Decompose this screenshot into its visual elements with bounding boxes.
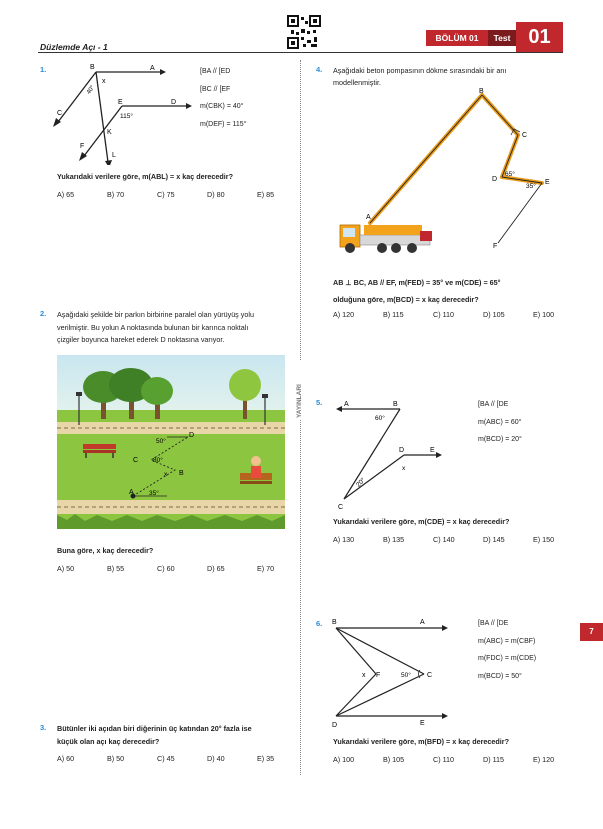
q4-label-E: E (545, 179, 550, 186)
q1-label-C: C (57, 110, 63, 117)
q5-given-3: m(BCD) = 20° (478, 436, 522, 443)
publisher-logo: YAYINLARI (296, 384, 303, 418)
q2-label-C: C (133, 457, 139, 464)
q1-option-b[interactable]: B) 70 (107, 190, 125, 199)
q6-option-c[interactable]: C) 110 (433, 755, 455, 764)
q6-number: 6. (316, 619, 323, 628)
q2-label-D: D (189, 432, 195, 439)
q5-given-2: m(ABC) = 60° (478, 418, 522, 426)
q3-text (57, 723, 252, 748)
q4-label-35: 35° (526, 183, 536, 190)
q3-option-a[interactable]: A) 60 (57, 754, 75, 763)
header-rule (38, 52, 563, 53)
q6-option-b[interactable]: B) 105 (383, 755, 405, 764)
column-divider-top (300, 60, 301, 360)
q2-text-1: Aşağıdaki şekilde bir parkın birbirine paralel olan yürüyüş yolu (57, 310, 254, 319)
q2-label-x: x (164, 471, 168, 478)
q5-label-20: 20° (355, 476, 367, 489)
q1-given-1: [BA // [ED (200, 68, 231, 75)
q6-label-A: A (420, 619, 425, 626)
q5-option-e[interactable]: E) 150 (533, 535, 555, 544)
q4-option-a[interactable]: A) 120 (333, 310, 355, 319)
q1-given-4: m(DEF) = 115° (200, 120, 247, 128)
q6-label-50: 50° (401, 672, 411, 679)
q1-question: Yukarıdaki verilere göre, m(ABL) = x kaç derecedir? (57, 172, 233, 181)
q2-option-c[interactable]: C) 60 (157, 564, 175, 573)
q6-option-a[interactable]: A) 100 (333, 755, 355, 764)
q5-label-B: B (393, 401, 398, 408)
q2-label-35: 35° (149, 490, 159, 497)
q4-label-F: F (493, 243, 498, 250)
page-number: 7 (580, 623, 603, 641)
q4-label-B: B (479, 88, 484, 95)
q1-label-K: K (107, 129, 112, 136)
q4-option-e[interactable]: E) 100 (533, 310, 555, 319)
q3-option-c[interactable]: C) 45 (157, 754, 175, 763)
q1-given-2: [BC // [EF (200, 85, 231, 93)
q2-option-a[interactable]: A) 50 (57, 564, 75, 573)
q6-given-4: m(BCD) = 50° (478, 672, 522, 680)
q4-option-c[interactable]: C) 110 (433, 310, 455, 319)
column-divider-bottom (300, 420, 301, 775)
q6-option-e[interactable]: E) 120 (533, 755, 555, 764)
q6-label-C: C (427, 672, 433, 679)
q1-label-E: E (118, 99, 123, 106)
q5-number: 5. (316, 398, 323, 407)
bolum-badge: BÖLÜM 01 (426, 30, 488, 46)
q4-cond-1: AB ⊥ BC, AB // EF, m(FED) = 35° ve m(CDE) = 65° (333, 278, 501, 287)
q5-figure (330, 395, 460, 515)
q6-label-x: x (362, 672, 366, 679)
q5-option-b[interactable]: B) 135 (383, 535, 405, 544)
q1-given (200, 63, 246, 133)
q1-label-B: B (90, 64, 95, 71)
q4-label-65: 65° (505, 171, 515, 178)
q1-label-L: L (112, 152, 116, 159)
q5-given-1: [BA // [DE (478, 401, 509, 408)
q1-label-115: 115° (120, 113, 133, 120)
q5-options (333, 535, 583, 544)
q1-label-x: x (102, 78, 106, 85)
q4-conditions (333, 274, 501, 308)
q2-options (57, 564, 307, 573)
q6-label-B: B (332, 619, 337, 626)
q2-label-80: 80° (153, 457, 163, 464)
q2-text-2: verilmiştir. Bu yolun A noktasında bulunan bir karınca noktalı (57, 322, 249, 332)
q3-number: 3. (40, 723, 47, 732)
q3-option-d[interactable]: D) 40 (207, 754, 225, 763)
q3-option-b[interactable]: B) 50 (107, 754, 125, 763)
q2-text (57, 309, 254, 347)
q4-option-b[interactable]: B) 115 (383, 310, 404, 319)
q1-option-a[interactable]: A) 65 (57, 190, 75, 199)
q3-text-1: Bütünler iki açıdan biri diğerinin üç katından 20° fazla ise (57, 724, 252, 733)
q5-label-A: A (344, 401, 349, 408)
q4-text-2: modellenmiştir. (333, 78, 381, 87)
q1-label-D: D (171, 99, 177, 106)
q4-label-A: A (366, 214, 371, 221)
q6-given-1: [BA // [DE (478, 620, 509, 627)
q4-option-d[interactable]: D) 105 (483, 310, 505, 319)
q6-question: Yukarıdaki verilere göre, m(BFD) = x kaç derecedir? (333, 737, 509, 746)
test-number: 01 (516, 22, 563, 52)
q1-figure (50, 60, 200, 165)
q6-label-E: E (420, 720, 425, 727)
q5-option-d[interactable]: D) 145 (483, 535, 505, 544)
q2-label-50: 50° (156, 438, 166, 445)
q4-number: 4. (316, 65, 323, 74)
q4-cond-2: olduğuna göre, m(BCD) = x kaç derecedir? (333, 295, 479, 304)
q5-label-C: C (338, 504, 344, 511)
q4-options (333, 310, 583, 319)
q6-option-d[interactable]: D) 115 (483, 755, 505, 764)
qr-code[interactable] (287, 15, 321, 49)
q2-park-figure (57, 355, 285, 529)
q5-label-x: x (402, 465, 406, 472)
q5-label-D: D (399, 447, 405, 454)
q1-given-3: m(CBK) = 40° (200, 103, 244, 110)
q1-label-A: A (150, 65, 155, 72)
q2-option-b[interactable]: B) 55 (107, 564, 125, 573)
q3-text-2: küçük olan açı kaç derecedir? (57, 736, 160, 746)
q5-option-c[interactable]: C) 140 (433, 535, 455, 544)
q4-label-C: C (522, 132, 528, 139)
q2-text-3: çizgiler boyunca hareket ederek D noktasına varıyor. (57, 335, 225, 344)
q6-given (478, 615, 536, 685)
q1-label-F: F (80, 143, 85, 150)
q6-options (333, 755, 583, 764)
q5-option-a[interactable]: A) 130 (333, 535, 355, 544)
q2-label-A: A (129, 489, 134, 496)
q6-label-D: D (332, 722, 338, 729)
q2-option-e[interactable]: E) 70 (257, 564, 275, 573)
q5-label-E: E (430, 447, 435, 454)
q5-given (478, 396, 522, 449)
q5-question: Yukarıdaki verilere göre, m(CDE) = x kaç derecedir? (333, 517, 510, 526)
page-title: Düzlemde Açı - 1 (40, 42, 108, 52)
test-badge: Test (488, 30, 516, 46)
q5-label-60: 60° (375, 415, 385, 422)
q1-option-d[interactable]: D) 80 (207, 190, 225, 199)
q6-given-2: m(ABC) = m(CBF) (478, 637, 536, 645)
q1-option-e[interactable]: E) 85 (257, 190, 275, 199)
q4-label-D: D (492, 176, 498, 183)
q1-number: 1. (40, 65, 47, 74)
q2-number: 2. (40, 309, 47, 318)
q3-options (57, 754, 307, 763)
q4-text-1: Aşağıdaki beton pompasının dökme sırasındaki bir anı (333, 66, 507, 75)
q4-pump-figure (330, 85, 560, 260)
q2-question: Buna göre, x kaç derecedir? (57, 546, 154, 555)
q6-label-F: F (376, 672, 381, 679)
q1-option-c[interactable]: C) 75 (157, 190, 175, 199)
q2-label-B: B (179, 470, 184, 477)
q1-label-40: 40° (86, 84, 97, 96)
q6-figure (330, 614, 470, 734)
q3-option-e[interactable]: E) 35 (257, 754, 275, 763)
q1-options (57, 190, 307, 199)
q6-given-3: m(FDC) = m(CDE) (478, 655, 537, 662)
q2-option-d[interactable]: D) 65 (207, 564, 225, 573)
